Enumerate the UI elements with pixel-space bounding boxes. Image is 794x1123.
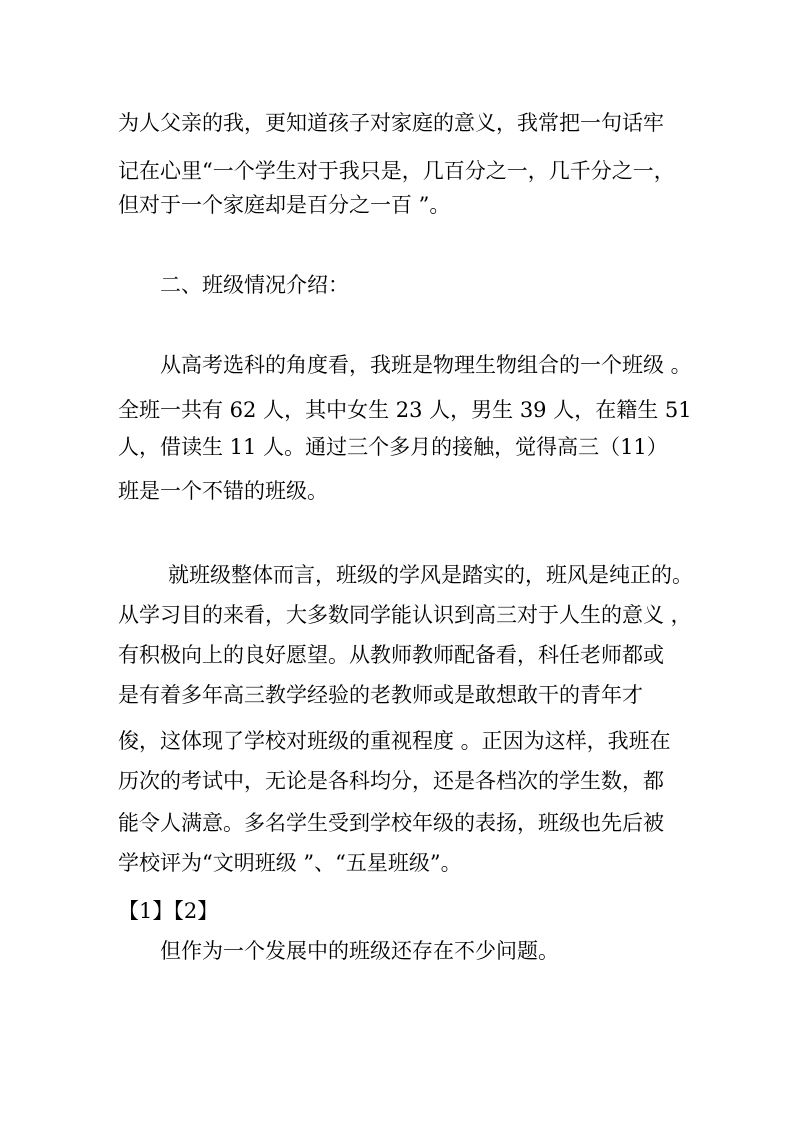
paragraph-1-line-3: 但对于一个家庭却是百分之一百 ”。 [118, 193, 451, 217]
paragraph-3-line-3: 有积极向上的良好愿望。从教师教师配备看，科任老师都或 [118, 643, 664, 667]
paragraph-3-line-4: 是有着多年高三教学经验的老教师或是敢想敢干的青年才 [118, 683, 643, 707]
paragraph-3-line-7: 能令人满意。多名学生受到学校年级的表扬，班级也先后被 [118, 811, 664, 835]
paragraph-3-line-8: 学校评为“文明班级 ”、“五星班级”。 [118, 851, 462, 875]
paragraph-3-line-1: 就班级整体而言，班级的学风是踏实的，班风是纯正的。 [168, 563, 693, 587]
paragraph-2-line-4: 班是一个不错的班级。 [118, 479, 328, 503]
paragraph-1-line-1: 为人父亲的我，更知道孩子对家庭的意义，我常把一句话牢 [118, 111, 664, 135]
paragraph-3-line-5: 俊，这体现了学校对班级的重视程度 。正因为这样，我班在 [118, 729, 671, 753]
paragraph-2-line-1: 从高考选科的角度看，我班是物理生物组合的一个班级 。 [160, 353, 692, 377]
section-heading: 二、班级情况介绍： [160, 273, 349, 297]
paragraph-4: 但作为一个发展中的班级还存在不少问题。 [160, 939, 559, 963]
paragraph-2-line-3: 人，借读生 11 人。通过三个多月的接触，觉得高三（11） [118, 435, 668, 459]
paragraph-3-line-2: 从学习目的来看，大多数同学能认识到高三对于人生的意义 ， [118, 603, 692, 627]
page-1-link[interactable]: 【1】 [118, 899, 174, 923]
page-2-link[interactable]: 【2】 [173, 899, 219, 923]
paragraph-2-line-2: 全班一共有 62 人，其中女生 23 人，男生 39 人，在籍生 51 [118, 398, 692, 422]
page-nav [118, 897, 218, 925]
paragraph-3-line-6: 历次的考试中，无论是各科均分，还是各档次的学生数，都 [118, 769, 664, 793]
paragraph-1-line-2: 记在心里“一个学生对于我只是，几百分之一，几千分之一， [118, 159, 675, 183]
